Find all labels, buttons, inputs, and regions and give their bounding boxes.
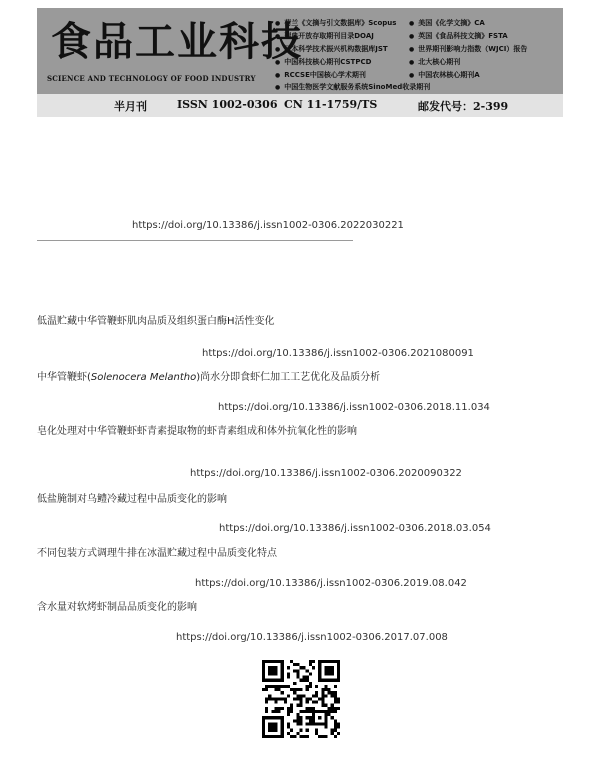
species-name: Solenocera Melantho xyxy=(90,372,197,383)
index-item: ● 英国《食品科技文摘》FSTA xyxy=(409,31,508,41)
journal-header xyxy=(37,8,563,94)
qr-code xyxy=(262,660,340,738)
postal-code: 邮发代号：2-399 xyxy=(418,100,509,113)
related-article-title[interactable]: 含水量对软烤虾制品品质变化的影响 xyxy=(37,602,197,613)
related-article-doi[interactable]: https://doi.org/10.13386/j.issn1002-0306.2019.08.042 xyxy=(195,578,467,589)
related-article-doi[interactable]: https://doi.org/10.13386/j.issn1002-0306.2018.03.054 xyxy=(219,523,491,534)
index-item: ● 中国科技核心期刊CSTPCD xyxy=(275,57,371,67)
related-article-doi[interactable]: https://doi.org/10.13386/j.issn1002-0306.2021080091 xyxy=(202,348,474,359)
related-article-title[interactable]: 皂化处理对中华管鞭虾虾青素提取物的虾青素组成和体外抗氧化性的影响 xyxy=(37,426,357,437)
related-article-doi[interactable]: https://doi.org/10.13386/j.issn1002-0306.2018.11.034 xyxy=(218,402,490,413)
article-doi-link[interactable]: https://doi.org/10.13386/j.issn1002-0306.2022030221 xyxy=(132,220,404,231)
index-item: ● RCCSE中国核心学术期刊 xyxy=(275,70,366,80)
title-part: )尚水分即食虾仁加工工艺优化及品质分析 xyxy=(196,372,381,383)
index-item: ● 世界期刊影响力指数（WJCI）报告 xyxy=(409,44,527,54)
index-item: ● 荷兰《文摘与引文数据库》Scopus xyxy=(275,18,396,28)
journal-subtitle: SCIENCE AND TECHNOLOGY OF FOOD INDUSTRY xyxy=(47,74,256,83)
related-article-title[interactable] xyxy=(37,368,380,383)
divider xyxy=(37,240,353,241)
index-item: ● 北大核心期刊 xyxy=(409,57,460,67)
index-item: ● 中国生物医学文献服务系统SinoMed收录期刊 xyxy=(275,82,430,92)
index-item: ● 美国《化学文摘》CA xyxy=(409,18,485,28)
related-article-doi[interactable]: https://doi.org/10.13386/j.issn1002-0306.2020090322 xyxy=(190,468,462,479)
related-article-title[interactable]: 低盐腌制对乌鳢冷藏过程中品质变化的影响 xyxy=(37,494,227,505)
cn-number: CN 11-1759/TS xyxy=(284,98,378,111)
title-part: 中华管鞭虾( xyxy=(37,372,91,383)
issn-number: ISSN 1002-0306 xyxy=(177,98,278,111)
journal-title: 食品工业科技 xyxy=(51,18,303,65)
index-item: ● 日本科学技术振兴机构数据库JST xyxy=(275,44,388,54)
related-article-title[interactable]: 不同包装方式调理牛排在冰温贮藏过程中品质变化特点 xyxy=(37,548,277,559)
related-article-doi[interactable]: https://doi.org/10.13386/j.issn1002-0306.2017.07.008 xyxy=(176,632,448,643)
related-article-title[interactable]: 低温贮藏中华管鞭虾肌肉品质及组织蛋白酶H活性变化 xyxy=(37,316,275,327)
index-item: ● 中国农林核心期刊A xyxy=(409,70,480,80)
publication-frequency: 半月刊 xyxy=(114,100,147,113)
index-item: ● 瑞典开放存取期刊目录DOAJ xyxy=(275,31,374,41)
